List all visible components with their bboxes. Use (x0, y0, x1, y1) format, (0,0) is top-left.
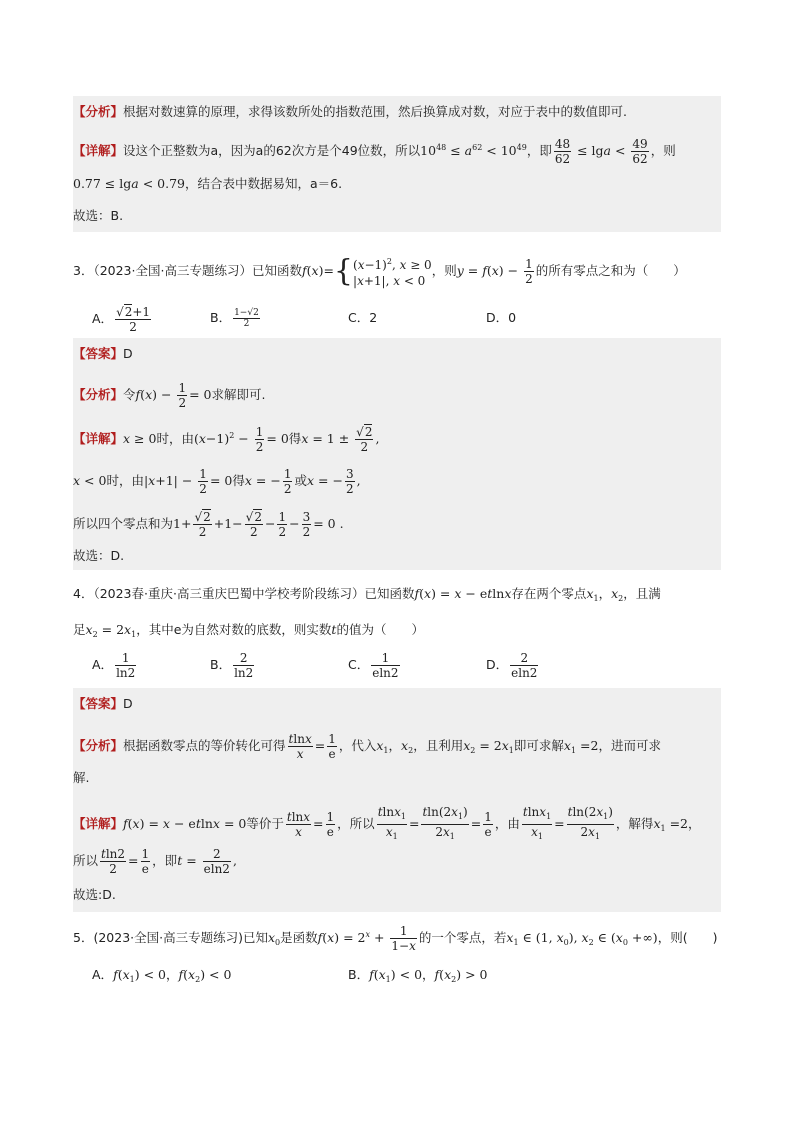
q4-x2: $x_2$ (401, 738, 414, 755)
fraction: $\frac{2}{eln2}$ (511, 651, 538, 680)
q4-d1a: 等价于 (246, 816, 284, 831)
fraction: $\frac{1}{2}$ (178, 381, 187, 410)
q3-stem (73, 254, 723, 289)
comma: , (375, 431, 380, 446)
q3-detail-line2 (73, 467, 723, 496)
q3-eq2-zero: = 0 (209, 473, 233, 488)
fraction: $\frac{1}{\ln 2}$ (116, 651, 136, 680)
option-label: D． (486, 657, 509, 672)
fraction: $\frac{1}{e}$ (484, 810, 492, 839)
q3-choose-text: 故选：D. (73, 548, 125, 563)
q4-option-b[interactable] (210, 651, 256, 680)
fraction: $\frac{tlnx_1}{x_1}$ (377, 805, 406, 841)
q2-detail-line1 (73, 137, 723, 166)
comma: ， (388, 738, 402, 753)
fraction: $\frac{3}{2}$ (345, 467, 354, 496)
q2-detail-text-b: ，即 (526, 143, 552, 158)
option-label: A． (92, 657, 114, 672)
q3-d3: 所以四个零点和为 (73, 516, 174, 531)
q3-root3: x = − (306, 473, 343, 488)
q3-sum-zero: = 0 . (313, 516, 344, 531)
q4-eq: f(x) = x − etlnx = 0 (123, 816, 247, 831)
q4-option-a[interactable] (92, 651, 138, 680)
q3-y: y = f(x) − (456, 263, 523, 278)
q2-choose (73, 207, 723, 225)
q5-option-a-expr: $f(x_1) < 0$，$f(x_2) < 0$ (113, 967, 232, 984)
fraction: $\frac{3}{2}$ (302, 510, 311, 539)
q5-intervals: $x_1$ ∈ (1, $x_0$), $x_2$ ∈ ($x_0$ +∞) (506, 930, 658, 947)
q3-stem-c: 的所有零点之和为（ ） (535, 263, 686, 278)
fraction: $\frac{2}{eln2}$ (203, 847, 230, 876)
analysis-tag: 【分析】 (73, 738, 124, 753)
q4-cond: $x_2 = 2x_1$ (463, 738, 514, 755)
q4-x1-val: $x_1 =2$， (653, 816, 701, 833)
q4-d1c: ，由 (494, 816, 520, 831)
q3-piecewise: $(x-1)^2$, x ≥ 0 |x+1|, x < 0 (353, 257, 432, 288)
q4-stem-b: 存在两个零点 (511, 586, 587, 601)
answer-tag: 【答案】 (73, 696, 124, 711)
q4-analysis-d: 即可求解 (513, 738, 564, 753)
q3-fx: f (301, 263, 307, 278)
q3-option-a[interactable] (92, 305, 153, 334)
answer-tag: 【答案】 (73, 346, 124, 361)
q5-option-b[interactable] (348, 966, 487, 989)
q3-eq1: $(x-1)^2$ − (193, 431, 253, 446)
option-label: C． (348, 657, 370, 672)
option-label: D．0 (486, 310, 517, 325)
equals: = (408, 816, 420, 831)
q2-lg: ≤ lga < (573, 143, 630, 158)
q4-d2b: ，即 (152, 853, 178, 868)
q4-analysis-line1 (73, 732, 723, 761)
q3-d2b: 得 (232, 473, 245, 488)
fraction: $\frac{√2}{2}$ (194, 510, 211, 539)
q4-d1b: ，所以 (337, 816, 375, 831)
fraction: $\frac{tlnx_1}{x_1}$ (522, 805, 552, 841)
q4-stem-f: 的值为（ ） (336, 622, 424, 637)
q4-stem-a: 4．（2023春·重庆·高三重庆巴蜀中学校考阶段练习）已知函数 (73, 586, 415, 601)
q4-d1d: ，解得 (615, 816, 654, 831)
equals: = (314, 738, 326, 753)
option-label: B． (210, 657, 232, 672)
q5-stem-a: 5．(2023·全国·高三专题练习)已知 (73, 930, 268, 945)
q3-sum-b: +1− (213, 516, 243, 531)
q3-fx-arg: (x)= (306, 263, 334, 278)
q3-detail-line3 (73, 510, 723, 539)
q4-analysis-c: ，且利用 (413, 738, 464, 753)
q3-stem-a: 3．（2023·全国·高三专题练习）已知函数 (73, 263, 302, 278)
q3-eq: f(x) − (135, 387, 176, 402)
q2-detail-text-a: 设这个正整数为a，因为a的62次方是个49位数，所以 (123, 143, 421, 158)
fraction: $\frac{1}{2}$ (283, 467, 292, 496)
q4-stem-e: ，其中e为自然对数的底数，则实数 (136, 622, 332, 637)
q4-x1-val: $x_1 =2$ (563, 738, 599, 755)
q5-option-b-expr: $f(x_1) < 0$，$f(x_2) > 0$ (369, 967, 488, 984)
fraction: $\frac{49}{62}$ (632, 137, 648, 166)
fraction: $\frac{tlnx}{x}$ (286, 810, 311, 839)
analysis-tag: 【分析】 (73, 387, 124, 402)
q3-cond2: x < 0 (73, 473, 107, 488)
q5-stem-d: ，则( ) (657, 930, 718, 945)
q4-answer-value: D (123, 696, 133, 711)
fraction: $\frac{1}{eln2}$ (372, 651, 399, 680)
fraction: $\frac{tln(2x_1)}{2x_1}$ (567, 805, 613, 841)
q3-answer-value: D (123, 346, 133, 361)
comma: , (232, 853, 237, 868)
equals: = (128, 853, 139, 868)
fraction: $\frac{1}{e}$ (141, 847, 150, 876)
fraction: $\frac{tlnx}{x}$ (288, 732, 312, 761)
q4-stem-line2 (73, 621, 723, 644)
q4-option-c[interactable] (348, 651, 402, 680)
q4-t: t (331, 622, 337, 637)
detail-tag: 【详解】 (73, 816, 124, 831)
fraction: $\frac{tln(2x_1)}{2x_1}$ (422, 805, 468, 841)
equals: = (554, 816, 565, 831)
q3-stem-b: ，则 (431, 263, 457, 278)
fraction: $\frac{√2}{2}$ (356, 425, 373, 454)
q2-detail-text-c: ，则 (650, 143, 676, 158)
analysis-tag: 【分析】 (73, 104, 124, 119)
q4-detail-line1 (73, 805, 723, 844)
q4-solution-block (73, 688, 721, 912)
q3-option-d[interactable] (486, 309, 516, 327)
detail-tag: 【详解】 (73, 143, 124, 158)
comma: , (356, 473, 361, 488)
q4-t-eq: t = (177, 853, 201, 868)
q4-analysis-e: ，进而可求 (598, 738, 661, 753)
fraction: $\frac{1}{1-x}$ (391, 924, 416, 953)
q4-detail-line2 (73, 847, 723, 876)
comma: ， (598, 586, 612, 601)
q3-eq-zero: = 0 (189, 387, 212, 402)
q3-option-b[interactable] (210, 308, 262, 329)
q3-sum: 1+ (173, 516, 192, 531)
q4-x2: $x_2$ (611, 586, 624, 603)
option-label: A． (92, 311, 114, 326)
q2-detail-text-d: ，结合表中数据易知，a＝6. (184, 176, 343, 191)
q3-d1a: 时，由 (156, 431, 194, 446)
q2-lg-range: 0.77 ≤ lga < 0.79 (73, 176, 185, 191)
q4-cond: $x_2 = 2x_1$ (85, 622, 137, 639)
q5-stem-c: 的一个零点，若 (418, 930, 507, 945)
minus: − (289, 516, 300, 531)
q3-d2c: 或 (294, 473, 307, 488)
q4-stem-c: ，且满 (623, 586, 661, 601)
q4-answer (73, 695, 723, 713)
q3-root1: x = 1 ± (301, 431, 354, 446)
q5-stem (73, 924, 723, 953)
q4-analysis-line2 (73, 769, 723, 787)
option-label: B． (348, 967, 370, 982)
option-label: A． (92, 967, 114, 982)
q3-choose (73, 547, 723, 565)
q4-d2a: 所以 (73, 853, 99, 868)
minus: − (264, 516, 276, 531)
q5-stem-b: 是函数 (280, 930, 318, 945)
equals: = (470, 816, 482, 831)
left-brace-icon: { (333, 253, 354, 289)
q5-x0: $x_0$ (267, 930, 281, 947)
fraction: $\frac{2}{\ln 2}$ (234, 651, 254, 680)
option-label: B． (210, 310, 232, 325)
q5-option-a[interactable] (92, 966, 231, 989)
q4-stem-line1 (73, 585, 723, 608)
q4-choose-text: 故选:D. (73, 887, 116, 902)
q2-analysis (73, 103, 723, 121)
option-label: C．2 (348, 310, 378, 325)
q3-cond1: x ≥ 0 (123, 431, 157, 446)
q3-eq2: |x+1| − (143, 473, 197, 488)
fraction: $\frac{1}{2}$ (255, 425, 264, 454)
q2-choose-text: 故选：B. (73, 208, 124, 223)
fraction: $\frac{√2+1}{2}$ (116, 305, 151, 334)
q4-option-d[interactable] (486, 651, 540, 680)
q3-detail-line1 (73, 425, 723, 454)
q4-analysis-f: 解. (73, 770, 90, 785)
q3-d1b: 得 (288, 431, 302, 446)
q3-answer (73, 345, 723, 363)
q3-d2a: 时，由 (106, 473, 144, 488)
detail-tag: 【详解】 (73, 431, 124, 446)
fraction: $\frac{tln2}{2}$ (101, 847, 126, 876)
q4-analysis-a: 根据函数零点的等价转化可得 (123, 738, 286, 753)
q3-analysis-b: 求解即可. (211, 387, 266, 402)
q3-eq1-zero: = 0 (266, 431, 289, 446)
q2-ineq-power: $10^{48} \le a^{62} < 10^{49}$ (420, 143, 527, 158)
q4-analysis-b: ，代入 (338, 738, 377, 753)
fraction: $\frac{1}{e}$ (326, 810, 335, 839)
q4-choose (73, 886, 723, 904)
fraction: $\frac{1}{2}$ (199, 467, 207, 496)
q2-detail-line2 (73, 175, 723, 193)
fraction: $\frac{1}{2}$ (278, 510, 287, 539)
q4-x1: $x_1$ (586, 586, 599, 603)
q4-fx: f(x) = x − etlnx (414, 586, 512, 601)
fraction: $\frac{1}{e}$ (328, 732, 336, 761)
q4-x1: $x_1$ (376, 738, 389, 755)
q4-stem-d: 足 (73, 622, 86, 637)
q3-analysis-a: 令 (123, 387, 136, 402)
fraction: $\frac{48}{62}$ (554, 137, 571, 166)
equals: = (313, 816, 324, 831)
fraction: $\frac{1}{2}$ (525, 257, 533, 286)
fraction: $\frac{1-√2}{2}$ (234, 308, 259, 329)
q5-fx: $f(x) = 2^x$ + (317, 930, 389, 945)
q2-analysis-text: 根据对数速算的原理，求得该数所处的指数范围，然后换算成对数，对应于表中的数值即可. (123, 104, 627, 119)
q3-analysis (73, 381, 723, 410)
q3-root2: x = − (244, 473, 281, 488)
q3-option-c[interactable] (348, 309, 377, 327)
fraction: $\frac{√2}{2}$ (245, 510, 262, 539)
